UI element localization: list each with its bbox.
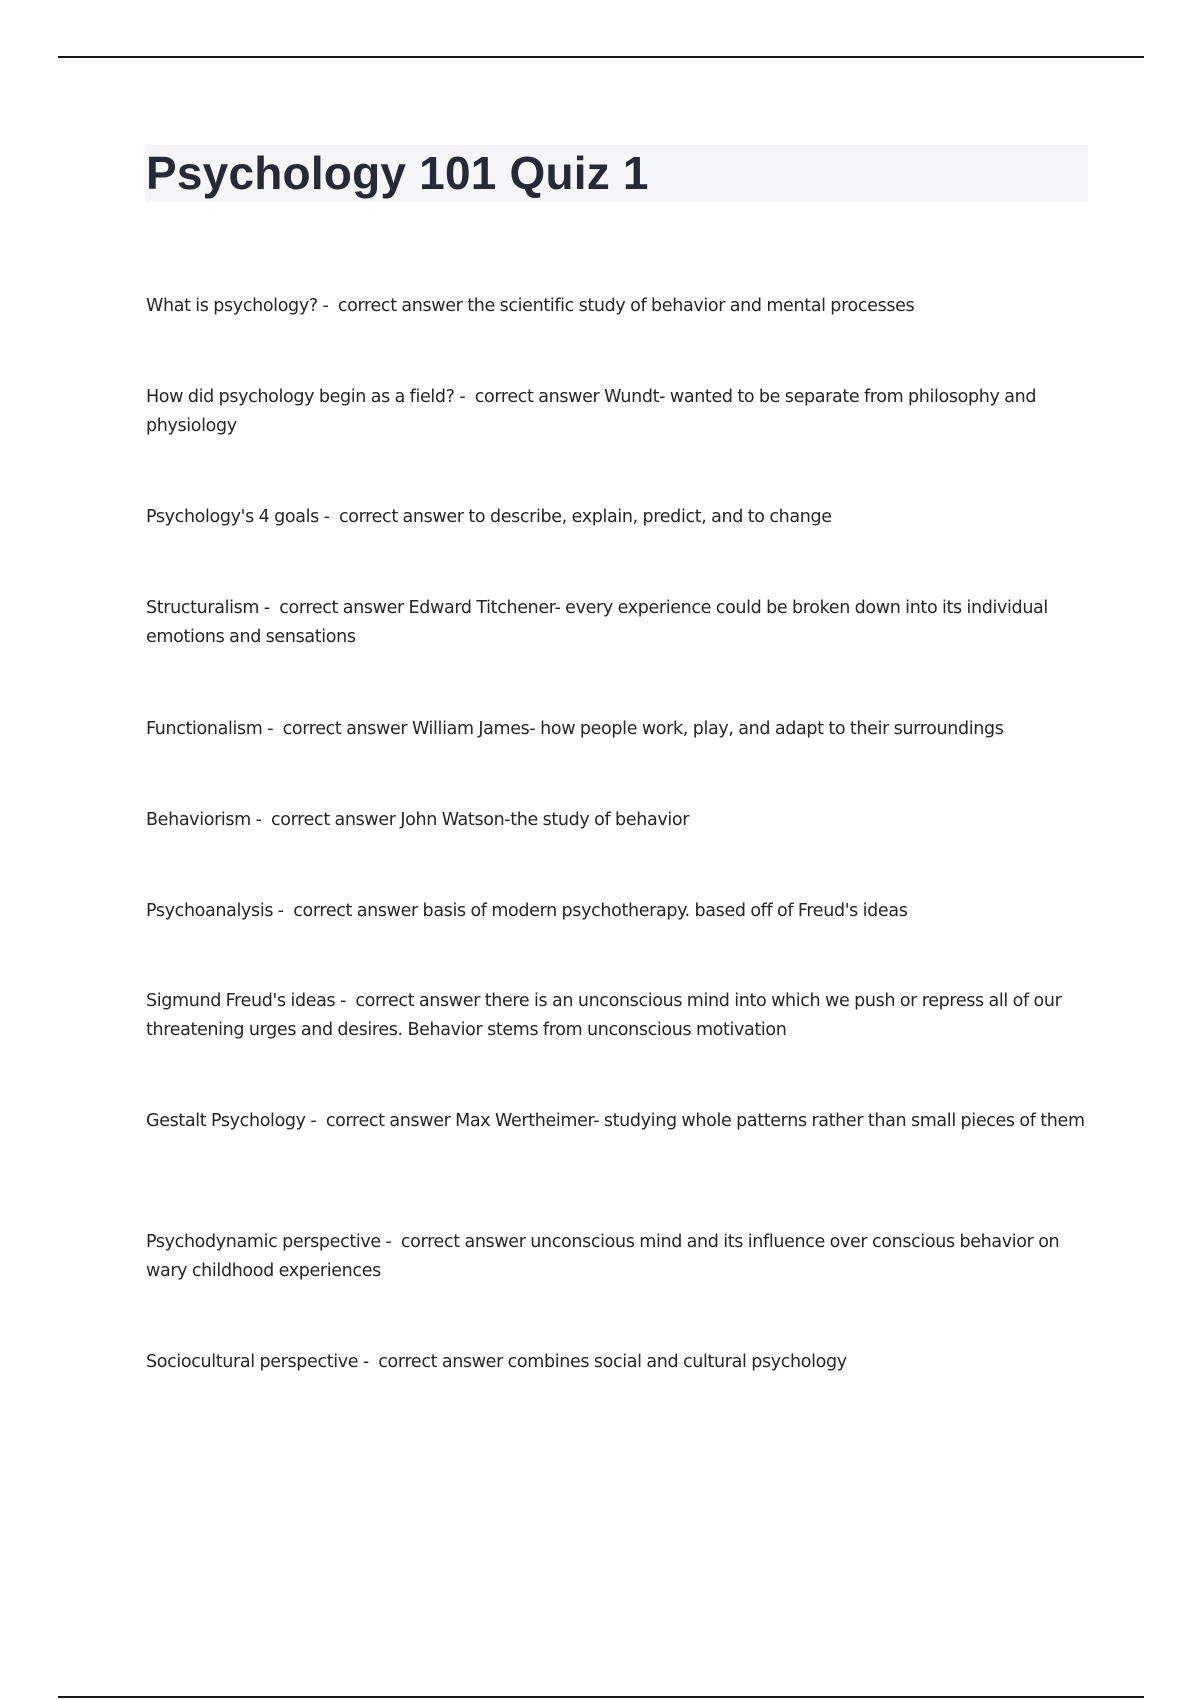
qa-separator: - — [454, 387, 475, 407]
qa-separator: - — [358, 1352, 379, 1372]
bottom-rule — [58, 1696, 1144, 1698]
qa-item — [146, 987, 1086, 1045]
qa-answer: correct answer John Watson-the study of behavior — [271, 810, 690, 830]
qa-question: Sigmund Freud's ideas — [146, 991, 336, 1011]
qa-item — [146, 1228, 1086, 1286]
qa-item — [146, 1107, 1086, 1136]
qa-answer: correct answer to describe, explain, predict, and to change — [339, 507, 832, 527]
qa-item — [146, 715, 1086, 744]
qa-question: Structuralism — [146, 598, 260, 618]
qa-separator: - — [259, 598, 280, 618]
qa-item — [146, 594, 1086, 652]
qa-answer: correct answer Max Wertheimer- studying whole patterns rather than small pieces of them — [325, 1111, 1085, 1131]
qa-question: What is psychology? — [146, 296, 318, 316]
qa-answer: correct answer basis of modern psychotherapy. based off of Freud's ideas — [293, 901, 908, 921]
qa-separator: - — [317, 296, 338, 316]
qa-item — [146, 503, 1086, 532]
qa-answer: correct answer unconscious mind and its influence over conscious behavior on wary childhood experiences — [146, 1232, 1060, 1281]
qa-answer: correct answer Wundt- wanted to be separate from philosophy and physiology — [146, 387, 1037, 436]
qa-answer: correct answer the scientific study of behavior and mental processes — [337, 296, 915, 316]
qa-separator: - — [262, 719, 283, 739]
qa-question: Psychodynamic perspective — [146, 1232, 381, 1252]
qa-item — [146, 292, 1086, 321]
qa-answer: correct answer Edward Titchener- every experience could be broken down into its individual emotions and sensations — [146, 598, 1048, 647]
qa-question: Psychoanalysis — [146, 901, 274, 921]
qa-question: Functionalism — [146, 719, 263, 739]
qa-answer: correct answer there is an unconscious mind into which we push or repress all of our threatening urges and desires. Behavior stems from unconscious motivation — [146, 991, 1062, 1040]
qa-item — [146, 897, 1086, 926]
document-title: Psychology 101 Quiz 1 — [146, 147, 649, 199]
qa-question: How did psychology begin as a field? — [146, 387, 455, 407]
qa-separator: - — [335, 991, 356, 1011]
qa-separator: - — [380, 1232, 401, 1252]
top-rule — [58, 56, 1144, 58]
qa-item — [146, 806, 1086, 835]
qa-question: Behaviorism — [146, 810, 251, 830]
qa-answer: correct answer combines social and cultural psychology — [378, 1352, 847, 1372]
qa-item — [146, 1348, 1086, 1377]
qa-answer: correct answer William James- how people work, play, and adapt to their surroundings — [282, 719, 1004, 739]
qa-question: Sociocultural perspective — [146, 1352, 359, 1372]
qa-separator: - — [318, 507, 339, 527]
qa-separator: - — [273, 901, 294, 921]
qa-question: Gestalt Psychology — [146, 1111, 306, 1131]
qa-separator: - — [250, 810, 271, 830]
qa-separator: - — [305, 1111, 326, 1131]
qa-item — [146, 383, 1086, 441]
qa-question: Psychology's 4 goals — [146, 507, 319, 527]
